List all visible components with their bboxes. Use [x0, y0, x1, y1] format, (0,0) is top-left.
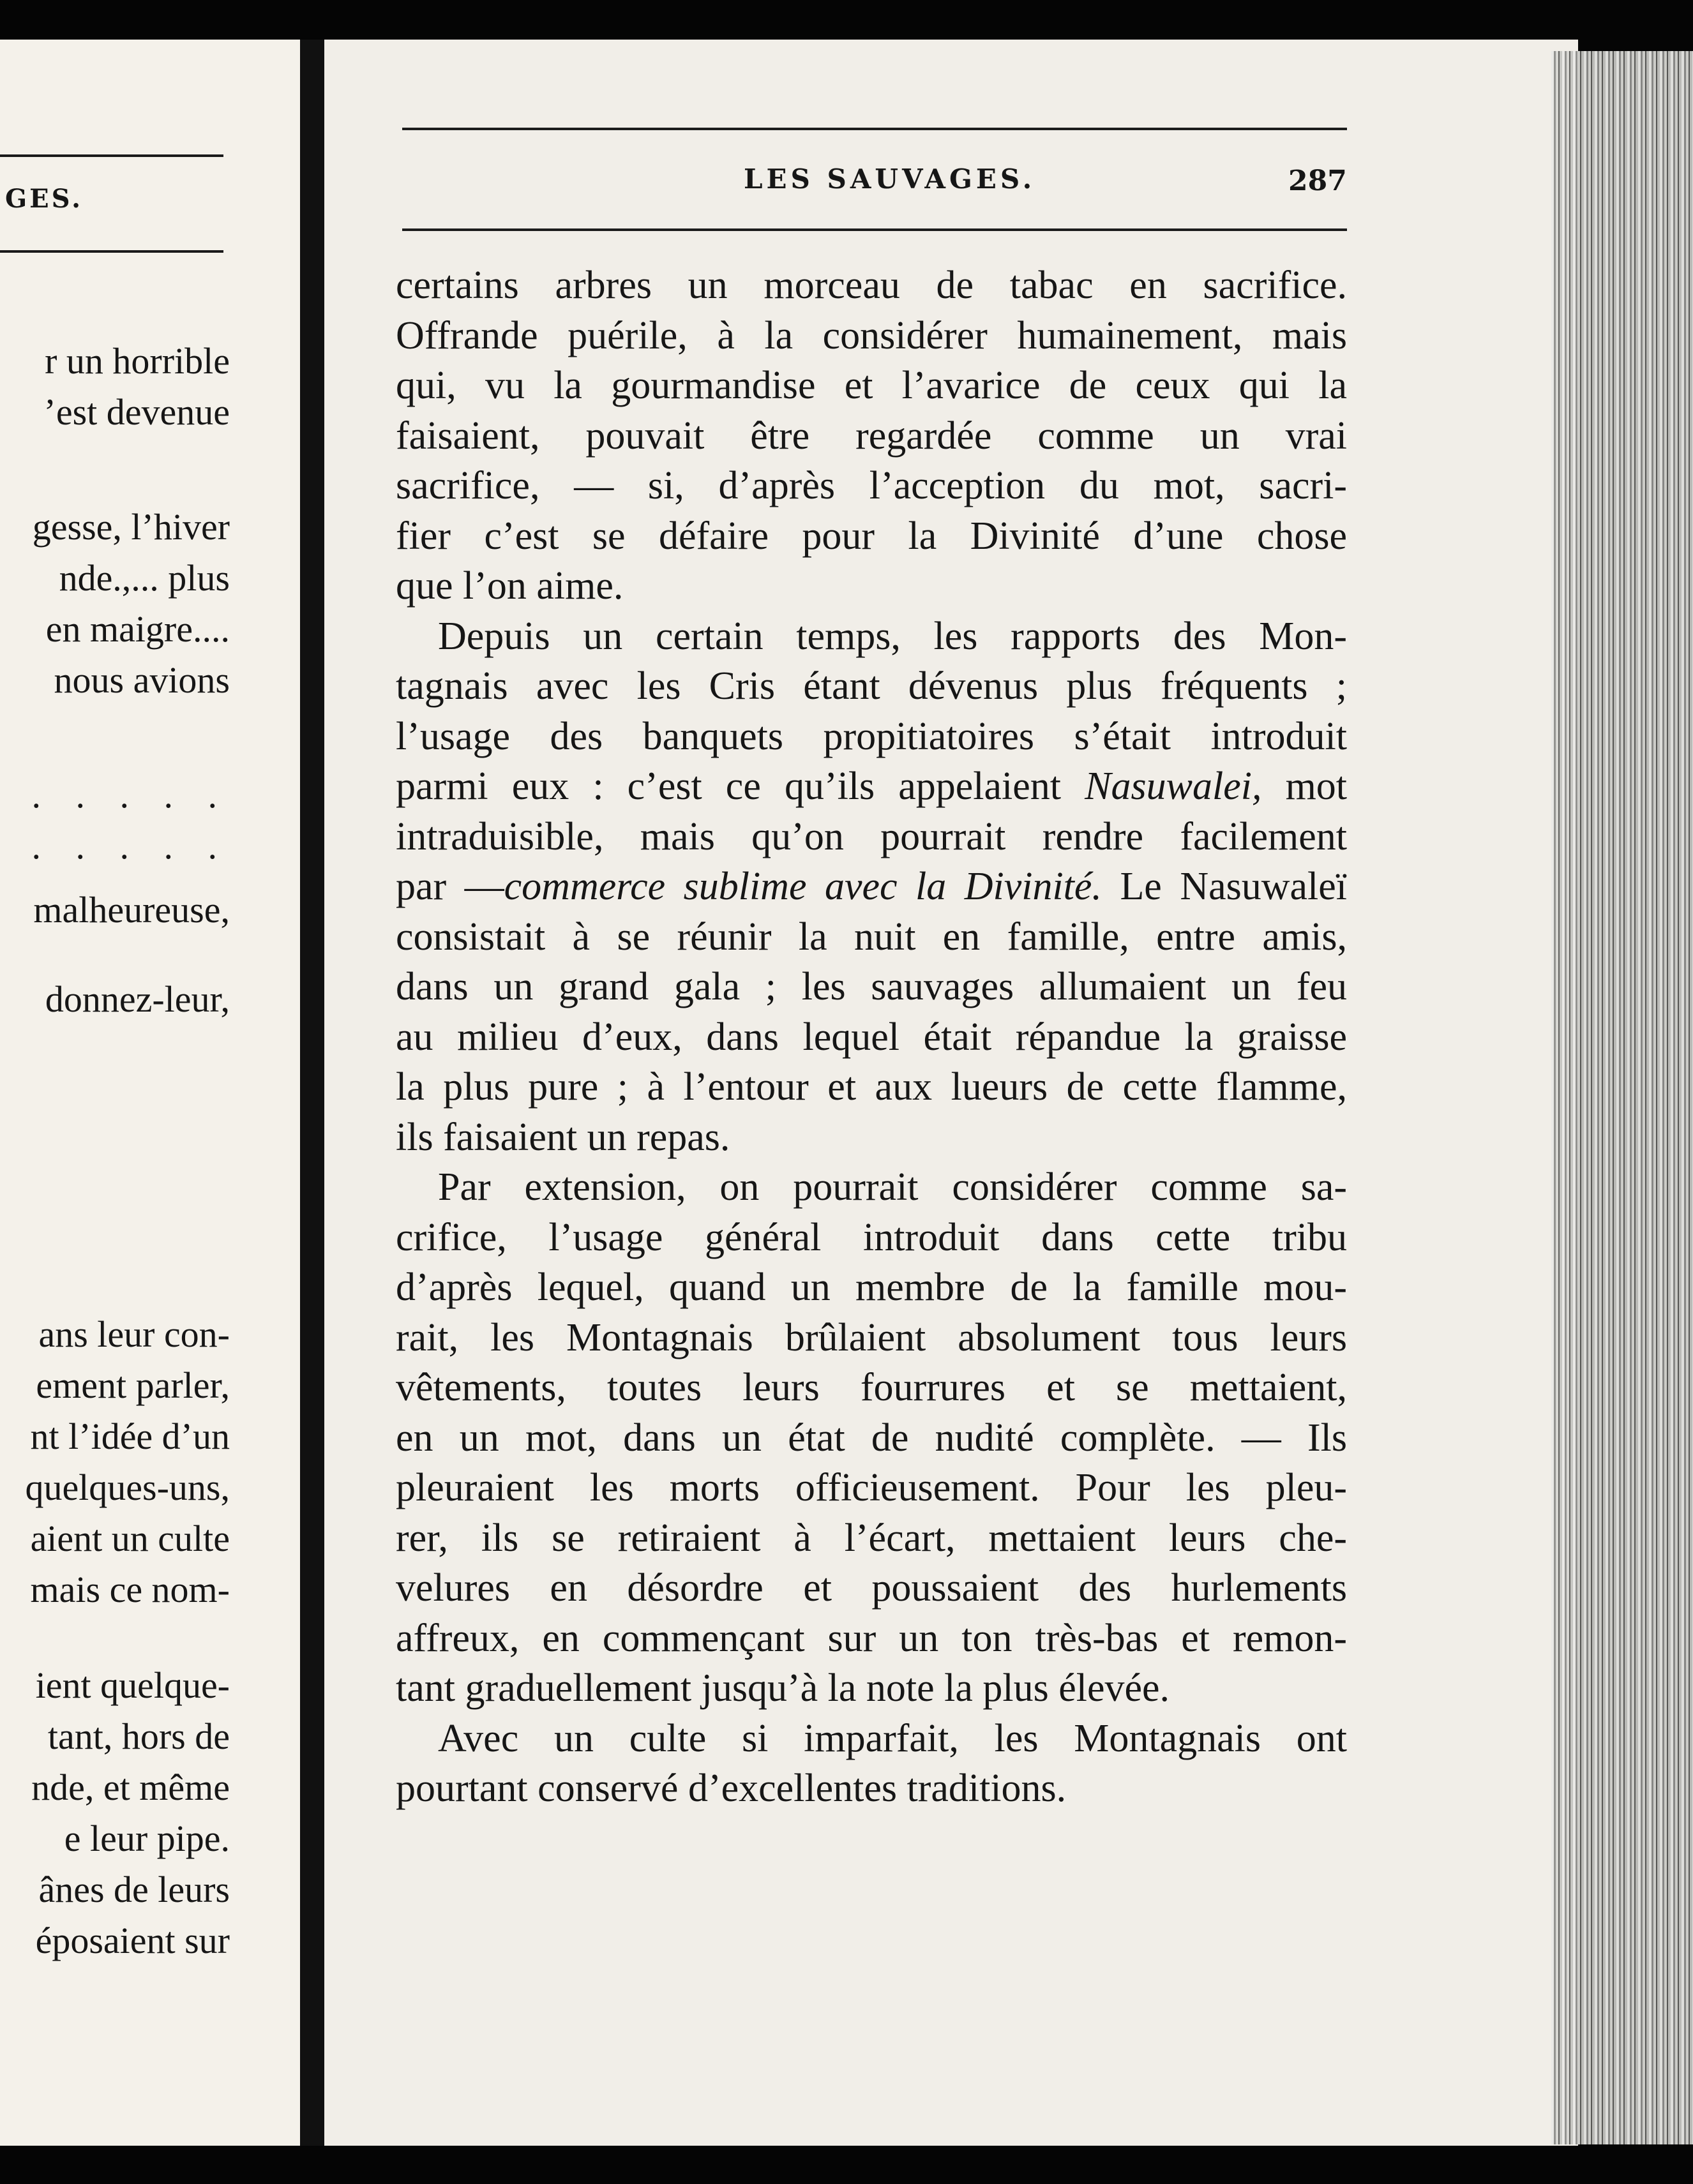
- text-line: Offrande puérile, à la considérer humainement, mais: [396, 313, 1347, 357]
- text-line: consistait à se réunir la nuit en famille, entre amis,: [396, 915, 1347, 959]
- left-line: en maigre....: [45, 608, 230, 650]
- running-head: LES SAUVAGES.: [744, 163, 1036, 195]
- left-line: ânes de leurs: [38, 1869, 230, 1910]
- text-line: tagnais avec les Cris étant dévenus plus fréquents ;: [396, 664, 1347, 708]
- text-line: Avec un culte si imparfait, les Montagnais ont: [438, 1716, 1347, 1760]
- left-line: éposaient sur: [35, 1920, 230, 1961]
- text-segment: mot: [1285, 765, 1348, 808]
- left-line: tant, hors de: [47, 1716, 230, 1757]
- text-line: crifice, l’usage général introduit dans cette tribu: [396, 1215, 1347, 1259]
- text-line: au milieu d’eux, dans lequel était répandue la graisse: [396, 1015, 1347, 1059]
- top-rule: [402, 128, 1347, 130]
- text-line: l’usage des banquets propitiatoires s’était introduit: [396, 714, 1347, 758]
- left-line: ans leur con-: [38, 1313, 230, 1355]
- left-top-rule: [0, 154, 223, 157]
- italic-term: Nasuwalei,: [1085, 765, 1262, 808]
- text-segment: par —: [396, 865, 504, 908]
- left-line: r un horrible: [45, 340, 230, 382]
- left-line: malheureuse,: [33, 889, 230, 931]
- text-line: ils faisaient un repas.: [396, 1115, 730, 1159]
- text-line: tant graduellement jusqu’à la note la plus élevée.: [396, 1666, 1170, 1710]
- text-line: pleuraient les morts officieusement. Pour les pleu-: [396, 1466, 1347, 1509]
- header-rule: [402, 228, 1347, 231]
- body-text: [396, 260, 1347, 1814]
- left-line: ement parler,: [36, 1365, 230, 1406]
- left-line: aient un culte: [30, 1518, 230, 1559]
- text-line: faisaient, pouvait être regardée comme un vrai: [396, 414, 1347, 458]
- page-number: 287: [1288, 165, 1347, 197]
- text-line: la plus pure ; à l’entour et aux lueurs de cette flamme,: [396, 1065, 1347, 1109]
- italic-phrase: commerce sublime avec la Divinité.: [504, 865, 1102, 908]
- left-line: . . . . .: [31, 774, 230, 816]
- left-line: ient quelque-: [35, 1664, 230, 1706]
- left-header-rule: [0, 250, 223, 253]
- text-line: dans un grand gala ; les sauvages allumaient un feu: [396, 965, 1347, 1008]
- text-line: pourtant conservé d’excellentes traditions.: [396, 1767, 1067, 1810]
- left-line: mais ce nom-: [30, 1569, 230, 1610]
- text-line: que l’on aime.: [396, 564, 624, 608]
- text-line: sacrifice, — si, d’après l’acception du mot, sacri-: [396, 464, 1347, 507]
- left-line: quelques-uns,: [25, 1467, 230, 1508]
- left-line: donnez-leur,: [45, 978, 230, 1020]
- text-line: fier c’est se défaire pour la Divinité d’une chose: [396, 514, 1347, 558]
- text-line: rer, ils se retiraient à l’écart, mettaient leurs che-: [396, 1516, 1347, 1560]
- text-line: affreux, en commençant sur un ton très-bas et remon-: [396, 1616, 1347, 1660]
- page-gutter: [300, 40, 324, 2146]
- text-line: d’après lequel, quand un membre de la famille mou-: [396, 1266, 1347, 1309]
- page-edges: [1551, 51, 1693, 2144]
- text-line: Par extension, on pourrait considérer comme sa-: [438, 1165, 1347, 1209]
- text-line: vêtements, toutes leurs fourrures et se mettaient,: [396, 1366, 1347, 1409]
- text-line: rait, les Montagnais brûlaient absolument tous leurs: [396, 1315, 1347, 1359]
- left-running-head: GES.: [5, 184, 84, 214]
- text-line: [396, 862, 1347, 912]
- left-line: gesse, l’hiver: [32, 506, 230, 548]
- left-line: . . . . .: [31, 825, 230, 867]
- text-line: intraduisible, mais qu’on pourrait rendre facilement: [396, 814, 1347, 858]
- left-line: nde, et même: [31, 1767, 230, 1808]
- text-line: certains arbres un morceau de tabac en sacrifice.: [396, 264, 1347, 307]
- text-segment: Le Nasuwaleï: [1120, 865, 1348, 908]
- left-line: ’est devenue: [43, 391, 230, 433]
- left-line: e leur pipe.: [64, 1818, 230, 1859]
- left-line: nt l’idée d’un: [30, 1416, 230, 1457]
- left-line: nous avions: [54, 659, 230, 701]
- text-line: qui, vu la gourmandise et l’avarice de ceux qui la: [396, 364, 1347, 407]
- text-line: Depuis un certain temps, les rapports des Mon-: [438, 614, 1347, 658]
- text-line: velures en désordre et poussaient des hurlements: [396, 1566, 1347, 1610]
- left-line: nde.,... plus: [59, 557, 230, 599]
- text-line: en un mot, dans un état de nudité complète. — Ils: [396, 1416, 1347, 1460]
- text-line: [396, 761, 1347, 812]
- left-page: [0, 40, 300, 2146]
- text-segment: parmi eux : c’est ce qu’ils appelaient: [396, 765, 1062, 808]
